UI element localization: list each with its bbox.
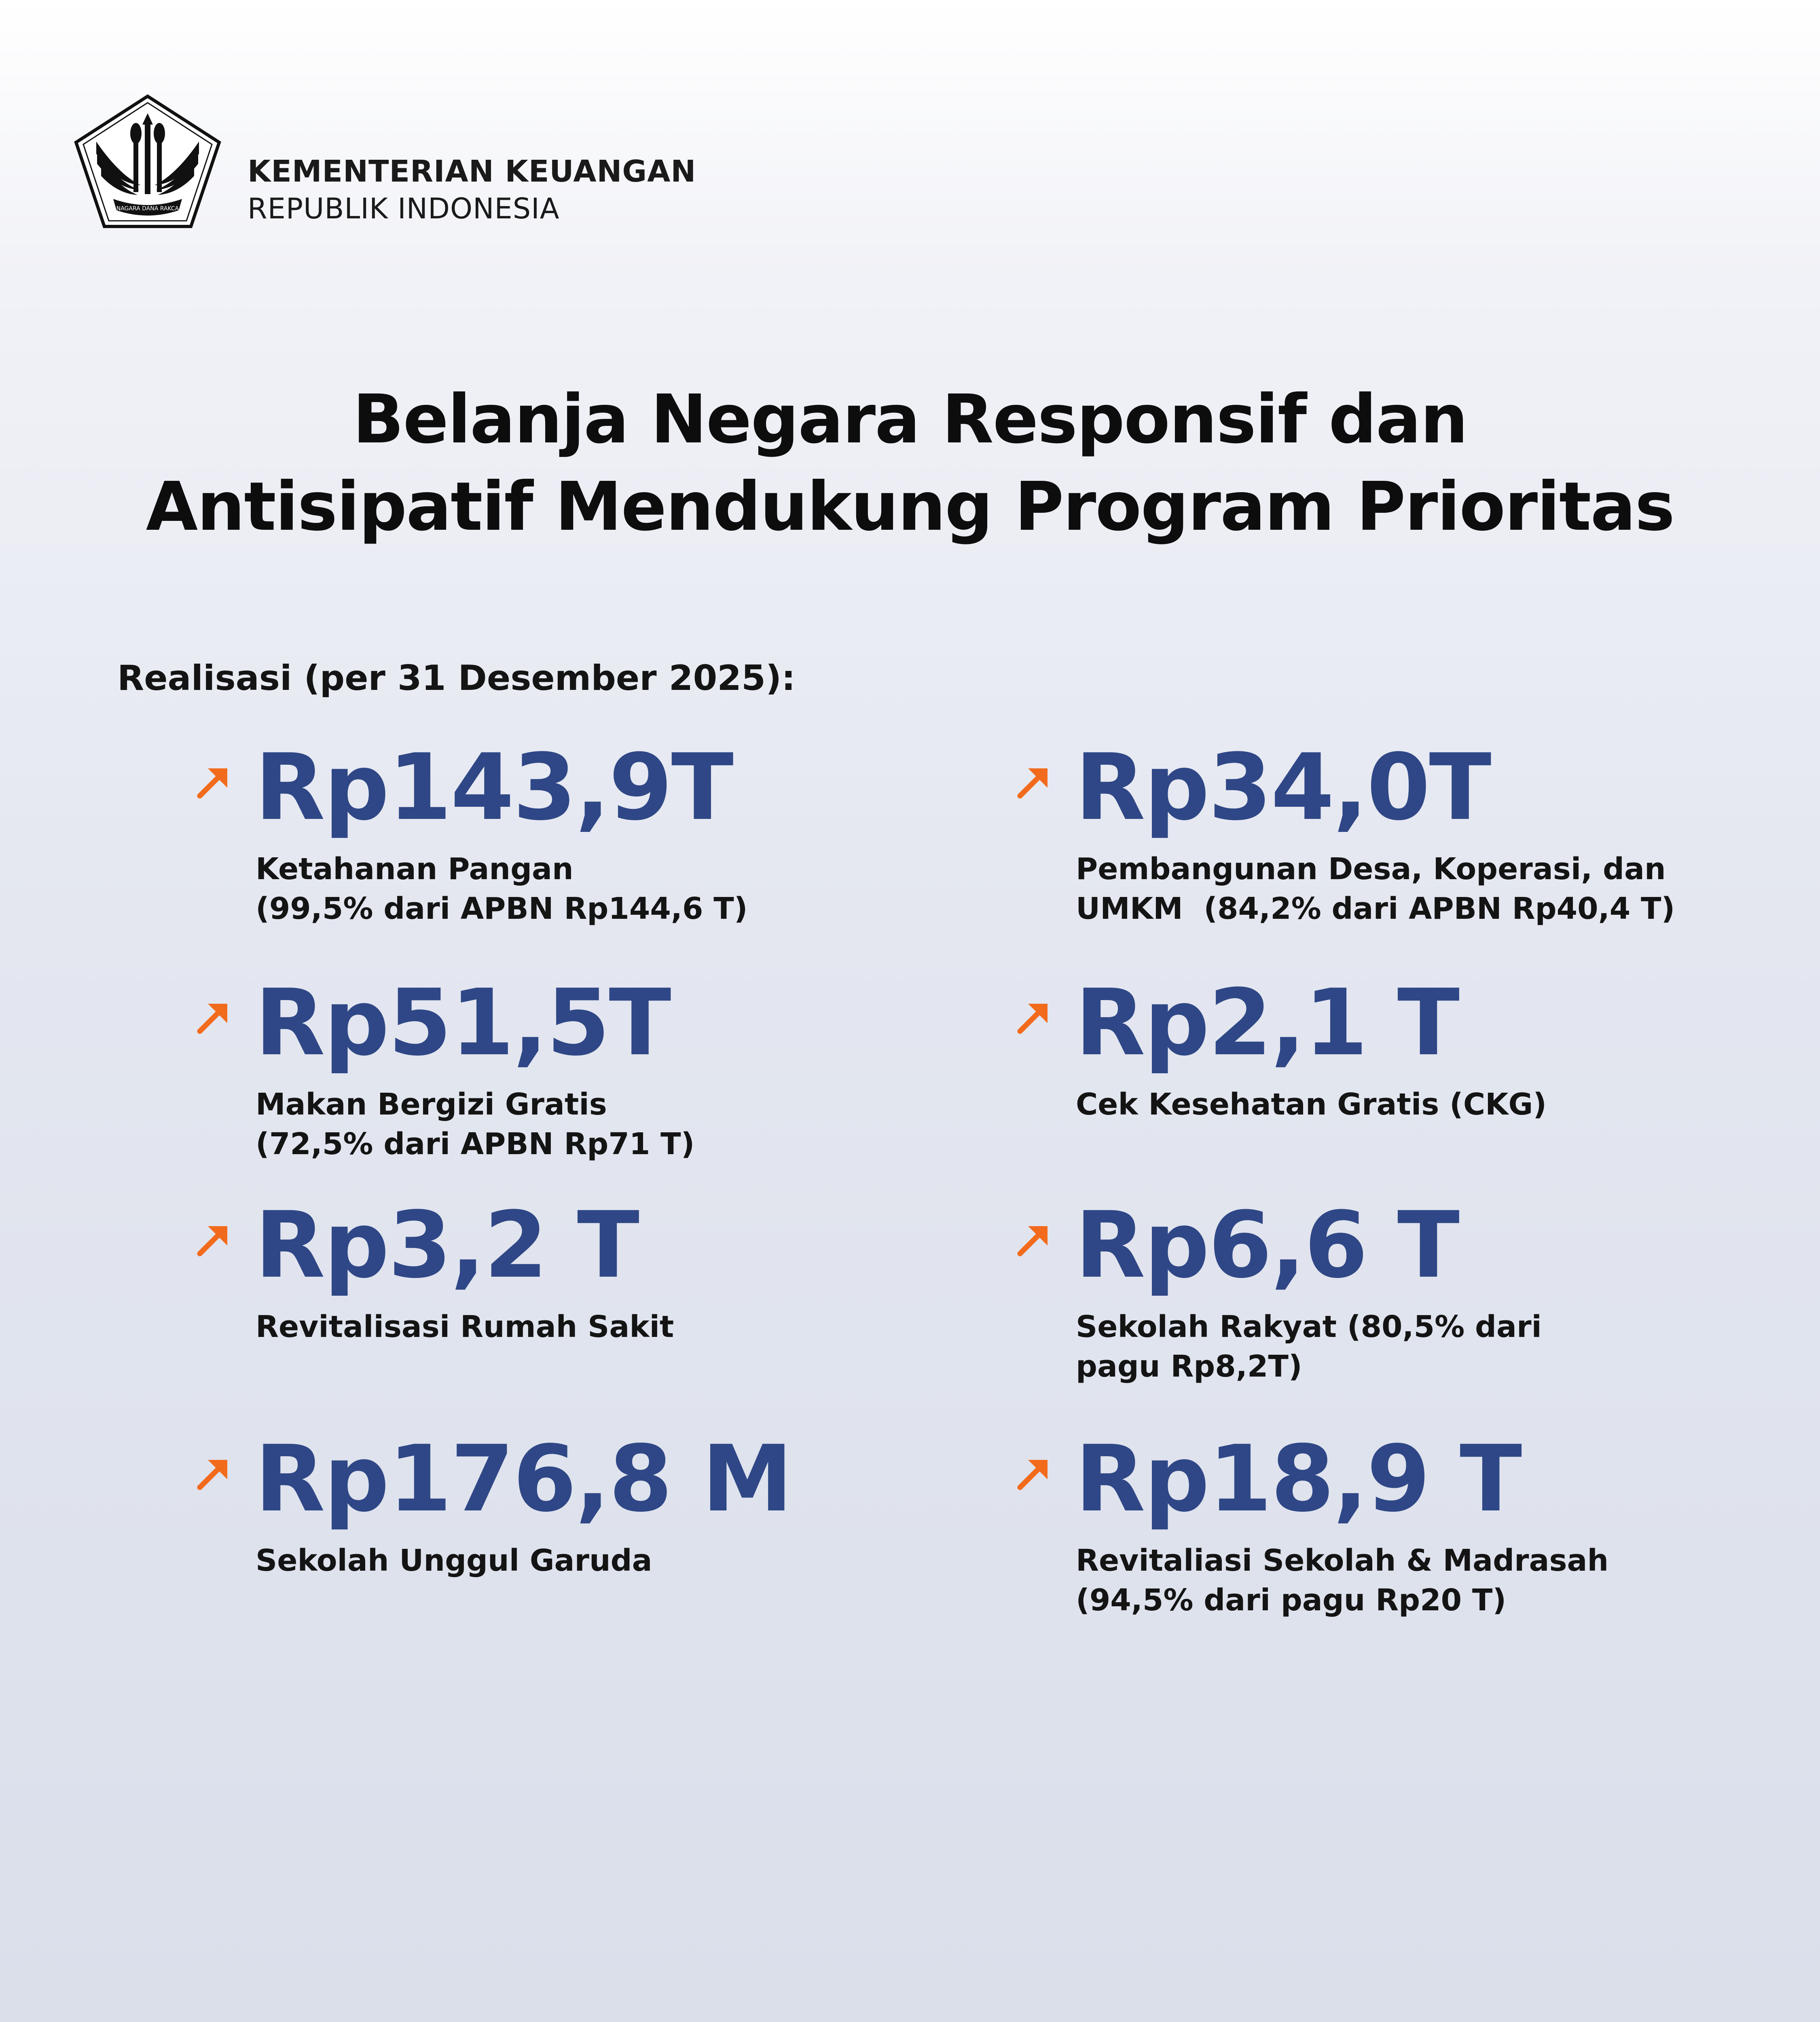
stat-desc-line: UMKM (84,2% dari APBN Rp40,4 T) — [1076, 891, 1675, 926]
stat-amount: Rp34,0T — [1075, 734, 1490, 841]
stat-amount: Rp176,8 M — [255, 1426, 792, 1532]
stat-description — [1076, 849, 1763, 929]
stat-description — [1076, 1085, 1763, 1124]
stat-amount: Rp143,9T — [255, 734, 732, 841]
stat-desc-line: Sekolah Rakyat (80,5% dari — [1076, 1309, 1542, 1344]
stat-desc-line: Pembangunan Desa, Koperasi, dan — [1076, 852, 1666, 886]
stat-description — [256, 1307, 943, 1347]
stat-amount: Rp6,6 T — [1075, 1192, 1458, 1299]
stat-description — [256, 1541, 943, 1580]
stat-description — [1076, 1541, 1763, 1620]
stat-desc-line: (72,5% dari APBN Rp71 T) — [256, 1127, 695, 1161]
stat-description — [1076, 1307, 1763, 1386]
stat-desc-line: Cek Kesehatan Gratis (CKG) — [1076, 1087, 1547, 1122]
stat-amount: Rp3,2 T — [255, 1192, 638, 1299]
stat-desc-line: Revitaliasi Sekolah & Madrasah — [1076, 1543, 1609, 1578]
page-title — [0, 376, 1820, 551]
arrow-up-right-icon — [194, 1222, 231, 1259]
org-country: REPUBLIK INDONESIA — [248, 192, 560, 225]
stat-amount: Rp2,1 T — [1075, 970, 1458, 1076]
stat-description — [256, 849, 943, 929]
stat-desc-line: (99,5% dari APBN Rp144,6 T) — [256, 891, 748, 926]
stat-desc-line: (94,5% dari pagu Rp20 T) — [1076, 1583, 1507, 1618]
stat-amount: Rp51,5T — [255, 970, 670, 1076]
stat-desc-line: Makan Bergizi Gratis — [256, 1087, 607, 1122]
stat-desc-line: pagu Rp8,2T) — [1076, 1349, 1302, 1384]
arrow-up-right-icon — [1014, 1222, 1052, 1259]
stat-desc-line: Revitalisasi Rumah Sakit — [256, 1309, 674, 1344]
title-line-1: Belanja Negara Responsif dan — [353, 381, 1467, 459]
title-line-2: Antisipatif Mendukung Program Prioritas — [146, 468, 1674, 546]
logo-motto: NAGARA DANA RAKCA — [116, 205, 179, 212]
kemenkeu-logo — [73, 93, 222, 231]
arrow-up-right-icon — [1014, 1456, 1052, 1493]
arrow-up-right-icon — [1014, 764, 1052, 802]
realisasi-label: Realisasi (per 31 Desember 2025): — [117, 658, 796, 698]
stat-description — [256, 1085, 943, 1164]
arrow-up-right-icon — [194, 1456, 231, 1493]
arrow-up-right-icon — [194, 764, 231, 802]
stat-amount: Rp18,9 T — [1075, 1426, 1521, 1532]
stat-desc-line: Sekolah Unggul Garuda — [256, 1543, 652, 1578]
arrow-up-right-icon — [1014, 1000, 1052, 1037]
org-name: KEMENTERIAN KEUANGAN — [248, 154, 696, 189]
arrow-up-right-icon — [194, 1000, 231, 1037]
organization-block — [248, 153, 696, 227]
stat-desc-line: Ketahanan Pangan — [256, 852, 574, 886]
